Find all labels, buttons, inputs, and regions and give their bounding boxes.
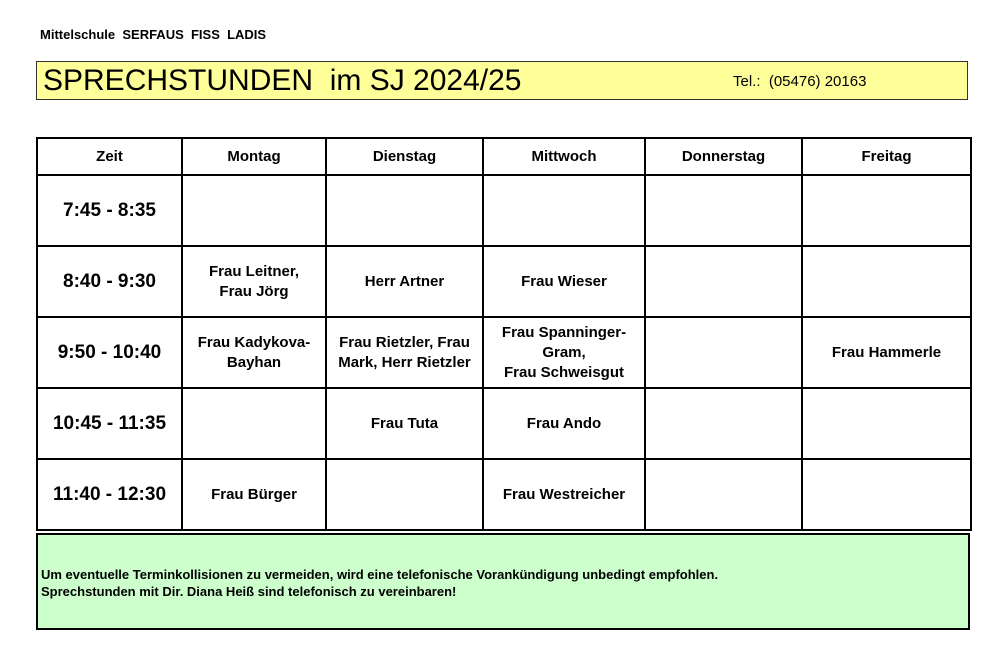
teacher-name: Frau Hammerle [831, 343, 942, 361]
cell-mittwoch [483, 246, 645, 317]
page-title: SPRECHSTUNDEN im SJ 2024/25 [43, 64, 522, 97]
title-banner [36, 61, 968, 100]
col-header-dienstag: Dienstag [326, 138, 483, 175]
cell-montag [182, 459, 326, 530]
teacher-name: Bayhan [226, 353, 282, 371]
cell-freitag [802, 317, 971, 388]
cell-freitag [802, 246, 971, 317]
time-slot: 8:40 - 9:30 [37, 246, 182, 317]
school-name: Mittelschule SERFAUS FISS LADIS [40, 27, 267, 42]
cell-mittwoch [483, 459, 645, 530]
time-slot: 7:45 - 8:35 [37, 175, 182, 246]
table-row [37, 175, 971, 246]
cell-donnerstag [645, 388, 802, 459]
cell-dienstag [326, 175, 483, 246]
cell-montag [182, 175, 326, 246]
cell-mittwoch [483, 317, 645, 388]
teacher-name: Frau Schweisgut [503, 363, 625, 381]
cell-dienstag [326, 317, 483, 388]
cell-mittwoch [483, 388, 645, 459]
teacher-name: Frau Leitner, [208, 262, 300, 280]
cell-montag [182, 388, 326, 459]
table-row [37, 388, 971, 459]
cell-donnerstag [645, 317, 802, 388]
col-header-donnerstag: Donnerstag [645, 138, 802, 175]
schedule-table [36, 137, 972, 531]
teacher-name: Frau Ando [526, 414, 602, 432]
table-row [37, 459, 971, 530]
teacher-name: Frau Tuta [370, 414, 439, 432]
col-header-mittwoch: Mittwoch [483, 138, 645, 175]
teacher-name: Frau Jörg [219, 282, 289, 300]
col-header-freitag: Freitag [802, 138, 971, 175]
teacher-name: Frau Bürger [211, 485, 297, 503]
teacher-name: Frau Rietzler, Frau [339, 333, 470, 351]
cell-donnerstag [645, 246, 802, 317]
teacher-name: Frau Kadykova- [197, 333, 311, 351]
teacher-name: Frau Westreicher [502, 485, 626, 503]
notice-line-1: Um eventuelle Terminkollisionen zu vermeiden, wird eine telefonische Vorankündigung unbedingt empfohlen. [41, 567, 719, 582]
cell-montag [182, 317, 326, 388]
cell-dienstag [326, 459, 483, 530]
cell-montag [182, 246, 326, 317]
phone-number: Tel.: (05476) 20163 [733, 73, 867, 90]
cell-freitag [802, 388, 971, 459]
header-row [37, 138, 971, 175]
cell-freitag [802, 459, 971, 530]
teacher-name: Herr Artner [364, 272, 445, 290]
notice-text [41, 566, 718, 600]
cell-dienstag [326, 246, 483, 317]
teacher-name: Frau Wieser [521, 272, 607, 290]
cell-freitag [802, 175, 971, 246]
col-header-montag: Montag [182, 138, 326, 175]
notice-line-2: Sprechstunden mit Dir. Diana Heiß sind telefonisch zu vereinbaren! [41, 584, 457, 599]
time-slot: 9:50 - 10:40 [37, 317, 182, 388]
teacher-name: Mark, Herr Rietzler [338, 353, 471, 371]
cell-donnerstag [645, 459, 802, 530]
teacher-name: Frau Spanninger- [501, 323, 627, 341]
teacher-name: Gram, [542, 343, 586, 361]
table-row [37, 246, 971, 317]
cell-mittwoch [483, 175, 645, 246]
table-row [37, 317, 971, 388]
cell-dienstag [326, 388, 483, 459]
time-slot: 11:40 - 12:30 [37, 459, 182, 530]
col-header-zeit: Zeit [37, 138, 182, 175]
time-slot: 10:45 - 11:35 [37, 388, 182, 459]
notice-box [36, 533, 970, 630]
cell-donnerstag [645, 175, 802, 246]
